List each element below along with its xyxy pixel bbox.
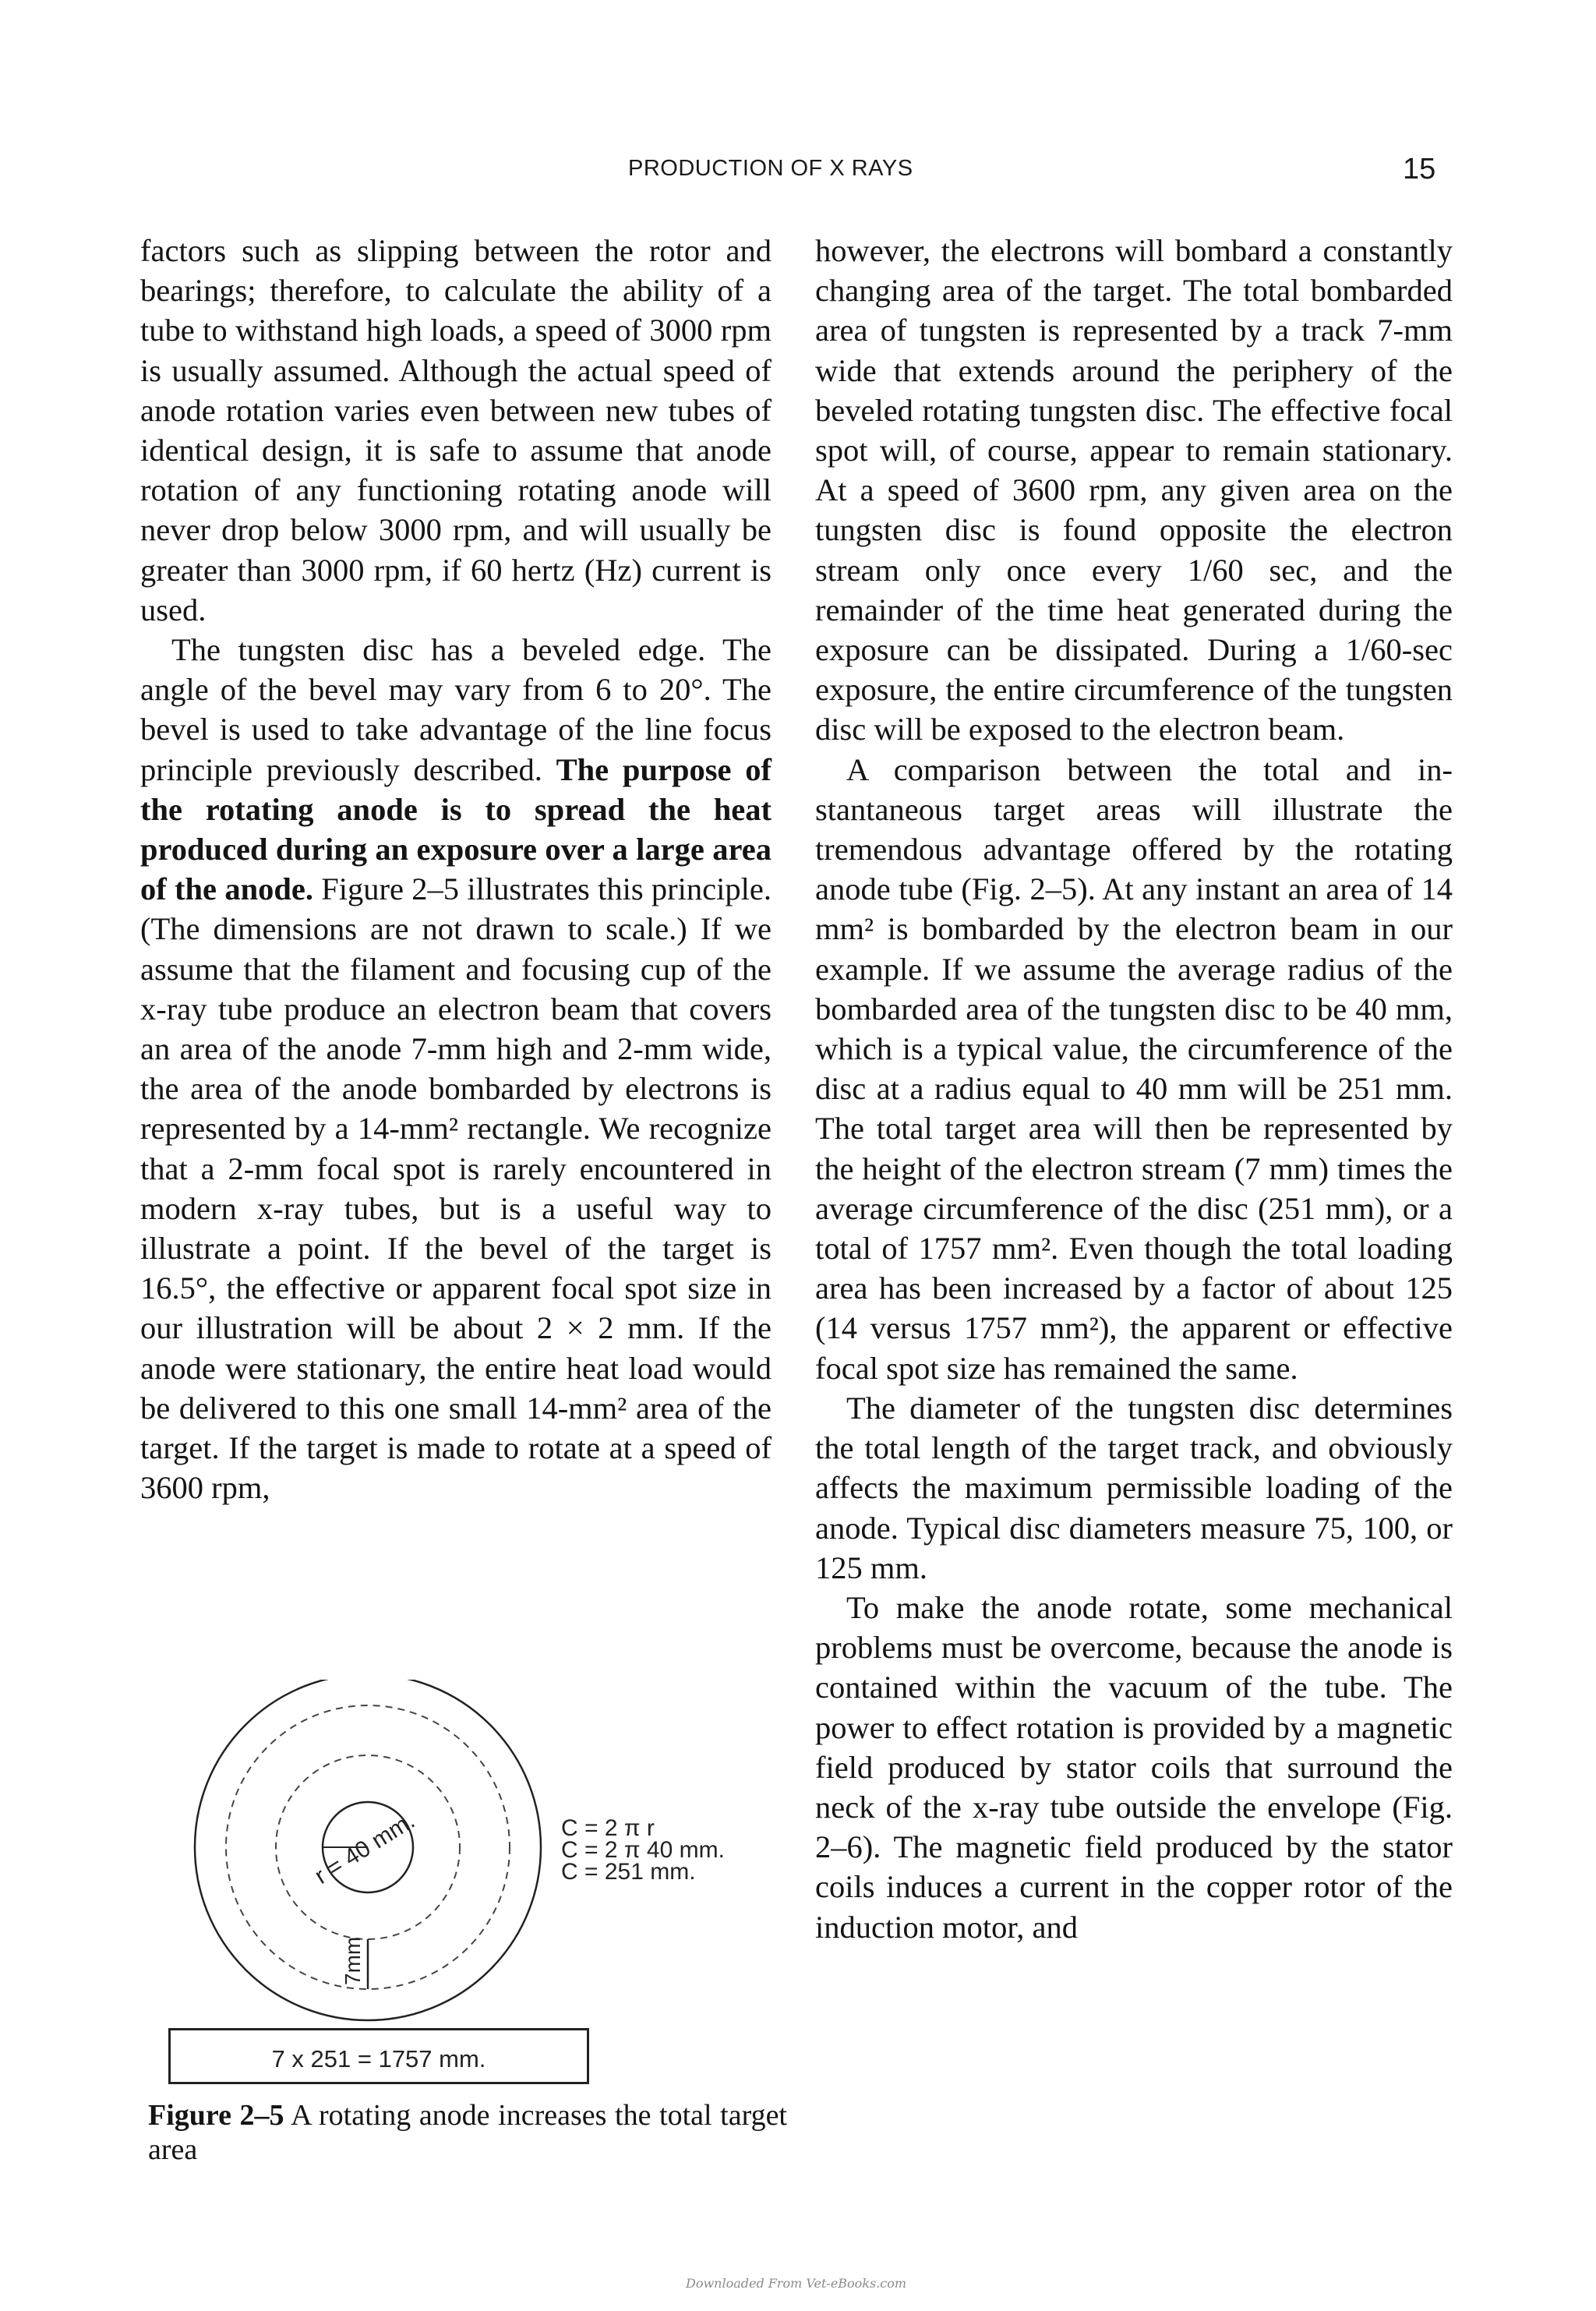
left-column	[140, 231, 772, 1508]
track-width-label: 7mm	[341, 1936, 365, 1985]
paragraph-tungsten-disc-end: Figure 2–5 illustrates this principle. (The dimensions are not drawn to scale.) If we assume that the filament and focusing cup of the x-ray tube produce an electron beam that covers an area of the anode 7-mm high and 2-mm wide, the area of the anode bombarded by electrons is represented by a 14-mm² rectangle. We recognize that a 2-mm focal spot is rarely encountered in modern x-ray tubes, but is a useful way to illustrate a point. If the bevel of the target is 16.5°, the effective or apparent focal spot size in our illustration will be about 2 × 2 mm. If the anode were stationary, the entire heat load would be delivered to this one small 14-mm² area of the target. If the target is made to rotate at a speed of 3600 rpm,	[140, 871, 772, 1506]
total-area-box	[168, 2028, 589, 2084]
download-watermark: Downloaded From Vet-eBooks.com	[686, 2276, 907, 2291]
paragraph-bombarded-area: however, the electrons will bombard a constantly changing area of the target. The total bombarded area of tungsten is represented by a track 7-mm wide that extends around the periphery of the beveled rotating tungsten disc. The effective focal spot will, of course, appear to remain stationary. At a speed of 3600 rpm, any given area on the tungsten disc is found opposite the electron stream only once every 1/60 sec, and the remainder of the time heat generated during the exposure can be dissipated. During a 1/60-sec exposure, the entire circumference of the tungsten disc will be exposed to the electron beam.	[815, 233, 1453, 747]
rotating-anode-diagram	[140, 1680, 779, 2023]
radius-label: r = 40 mm.	[310, 1807, 420, 1889]
figure-caption-label: Figure 2–5	[148, 2099, 284, 2132]
paragraph-tungsten-disc-start: The tungsten disc has a beveled edge. The angle of the bevel may vary from 6 to 20°. The bevel is used to take advantage of the line focus principle previously described.	[140, 632, 772, 787]
paragraph-rotor-speed: factors such as slipping between the rotor and bearings; therefore, to calculate the ability of a tube to withstand high loads, a speed of 3000 rpm is usually assumed. Although the actual speed of anode rotation varies even between new tubes of identical design, it is safe to assume that anode rotation of any functioning rotating anode will never drop below 3000 rpm, and will usually be greater than 3000 rpm, if 60 hertz (Hz) current is used.	[140, 233, 772, 627]
figure-rotating-anode-diagram	[140, 1680, 779, 2023]
paragraph-anode-rotation: To make the anode rotate, some mechanical problems must be overcome, because the anode is contained within the vacuum of the tube. The power to effect rotation is provided by a magnetic field produced by stator coils that surround the neck of the x-ray tube outside the envelope (Fig. 2–6). The magnetic field produced by the stator coils induces a current in the copper rotor of the induction motor, and	[815, 1589, 1453, 1945]
page-number: 15	[1403, 153, 1436, 186]
paragraph-target-area-comparison: A comparison between the total and instantaneous target areas will illustrate the tremendous advantage offered by the rotating anode tube (Fig. 2–5). At any instant an area of 14 mm² is bombarded by the electron beam in our example. If we assume the average radius of the bombarded area of the tungsten disc to be 40 mm, which is a typical value, the circumference of the disc at a radius equal to 40 mm will be 251 mm. The total target area will then be represented by the height of the electron stream (7 mm) times the average circumference of the disc (251 mm), or a total of 1757 mm². Even though the total loading area has been increased by a factor of about 125 (14 versus 1757 mm²), the apparent or effective focal spot size has remained the same.	[815, 751, 1453, 1386]
circumference-formula: C = 2 π r	[561, 1815, 655, 1841]
paragraph-tungsten-disc	[140, 630, 772, 1507]
rotating-anode-purpose-emphasis: The purpose of the rotating anode is to spread the heat produced during an exposure over a large area of the anode.	[140, 751, 772, 907]
paragraph-disc-diameter: The diameter of the tungsten disc determines the total length of the target track, and obviously affects the maximum permissible loading of the anode. Typical disc diameters measure 75, 100, or 125 mm.	[815, 1390, 1453, 1585]
circumference-result: C = 251 mm.	[561, 1859, 696, 1885]
running-head: PRODUCTION OF X RAYS	[628, 156, 913, 181]
figure-caption	[148, 2098, 787, 2167]
total-area-label: 7 x 251 = 1757 mm.	[271, 2045, 486, 2072]
figure-caption-text: A rotating anode increases the total target area	[148, 2099, 787, 2166]
circumference-substitution: C = 2 π 40 mm.	[561, 1837, 725, 1863]
right-column	[815, 231, 1453, 1947]
